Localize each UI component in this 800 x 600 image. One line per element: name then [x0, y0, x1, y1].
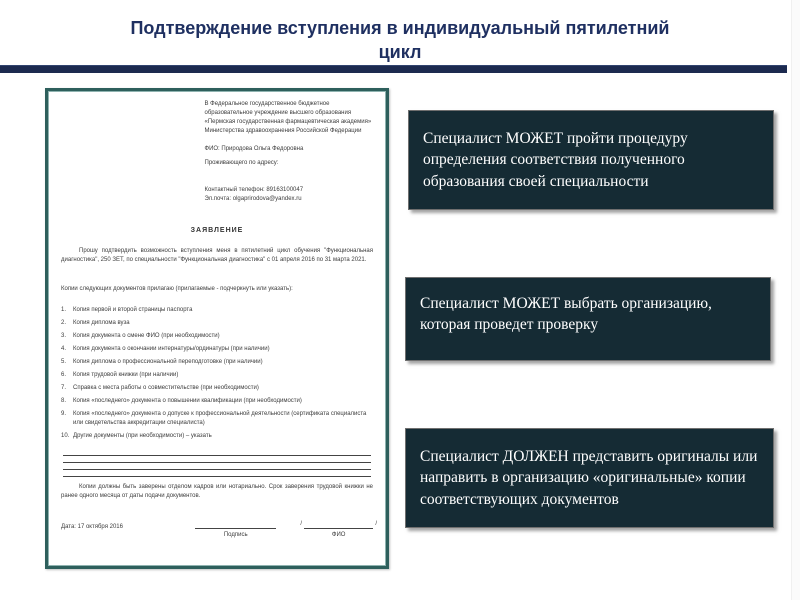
doc-addressee: В Федеральное государственное бюджетное образовательное учреждение высшего образования «Пермская государственная фармацевтическая академия» Министерства здравоохранения Российской Федерации: [204, 101, 372, 134]
doc-date: Дата: 17 октября 2016: [61, 524, 123, 530]
doc-phone-line: Контактный телефон: 89163100047: [204, 187, 304, 193]
doc-notary-note: Копии должны быть заверены отделом кадров или нотариально. Срок заверения трудовой книжки не ранее одного месяца от даты подачи документов.: [61, 483, 373, 499]
list-item: Копия «последнего» документа о допуске к профессиональной деятельности (сертификата специалиста или свидетельства аккредитации специалиста): [73, 410, 367, 426]
doc-bottom-row: [61, 521, 377, 540]
blank-line: [63, 456, 371, 463]
doc-contact-block: [205, 186, 373, 204]
doc-email-line: Эл.почта: olgaprirodova@yandex.ru: [204, 196, 302, 202]
list-item: Копия первой и второй страницы паспорта: [73, 306, 193, 313]
doc-fio-line: ФИО: Природова Ольга Федоровна: [204, 146, 304, 152]
callout-text: Специалист ДОЛЖЕН представить оригиналы или направить в организацию «оригинальные» копии соответствующих документов: [420, 447, 758, 508]
doc-fio-block: [205, 145, 373, 168]
divider-bar: [0, 65, 787, 73]
list-item: Справка с места работы о совместительстве (при необходимости): [73, 384, 259, 391]
callout-box-can-verify: [408, 110, 774, 210]
list-item: Копия документа о окончании интернатуры/ординатуры (при наличии): [73, 345, 270, 352]
signature-line: [195, 523, 276, 529]
blank-line: [63, 463, 371, 470]
doc-blank-lines: [61, 449, 373, 477]
blank-line: [63, 449, 371, 456]
list-item: Другие документы (при необходимости) – указать: [73, 432, 212, 439]
slash-left: /: [300, 521, 303, 527]
list-item: Копия трудовой книжки (при наличии): [73, 371, 179, 378]
list-item: Копия документа о смене ФИО (при необходимости): [73, 332, 220, 339]
doc-address-line: Проживающего по адресу:: [204, 160, 279, 166]
slash-right: /: [375, 521, 377, 527]
blank-line: [63, 470, 371, 477]
slide-title: Подтверждение вступления в индивидуальный пятилетний цикл: [130, 18, 670, 63]
fio-label: ФИО: [331, 532, 346, 538]
callout-text: Специалист МОЖЕТ выбрать организацию, которая проведет проверку: [420, 295, 712, 334]
doc-heading: ЗАЯВЛЕНИЕ: [190, 227, 244, 234]
doc-request-paragraph: Прошу подтвердить возможность вступления меня в пятилетний цикл обучения "Функциональная диагностика", 250 ЗЕТ, по специальности "Функциональная диагностика" с 01 апреля 2016 по 31 марта 2021.: [61, 247, 373, 263]
application-document: [45, 88, 389, 569]
slide-right-edge: [791, 0, 800, 600]
doc-attachments-list: [61, 306, 373, 441]
list-item: Копия диплома вуза: [73, 319, 130, 326]
callout-box-must-provide-docs: [405, 428, 774, 528]
fio-line: [300, 521, 377, 529]
list-item: Копия «последнего» документа о повышении квалификации (при необходимости): [73, 397, 302, 404]
doc-copies-intro: Копии следующих документов прилагаю (прилагаемые - подчеркнуть или указать):: [61, 285, 293, 292]
signature-label: Подпись: [223, 532, 248, 538]
callout-text: Специалист МОЖЕТ пройти процедуру определения соответствия полученного образования своей специальности: [423, 129, 688, 190]
list-item: Копия диплома о профессиональной переподготовке (при наличии): [73, 358, 263, 365]
doc-signature-block: [195, 523, 276, 540]
doc-fio-sign-block: [300, 521, 377, 540]
callout-box-can-choose-org: [405, 277, 771, 361]
